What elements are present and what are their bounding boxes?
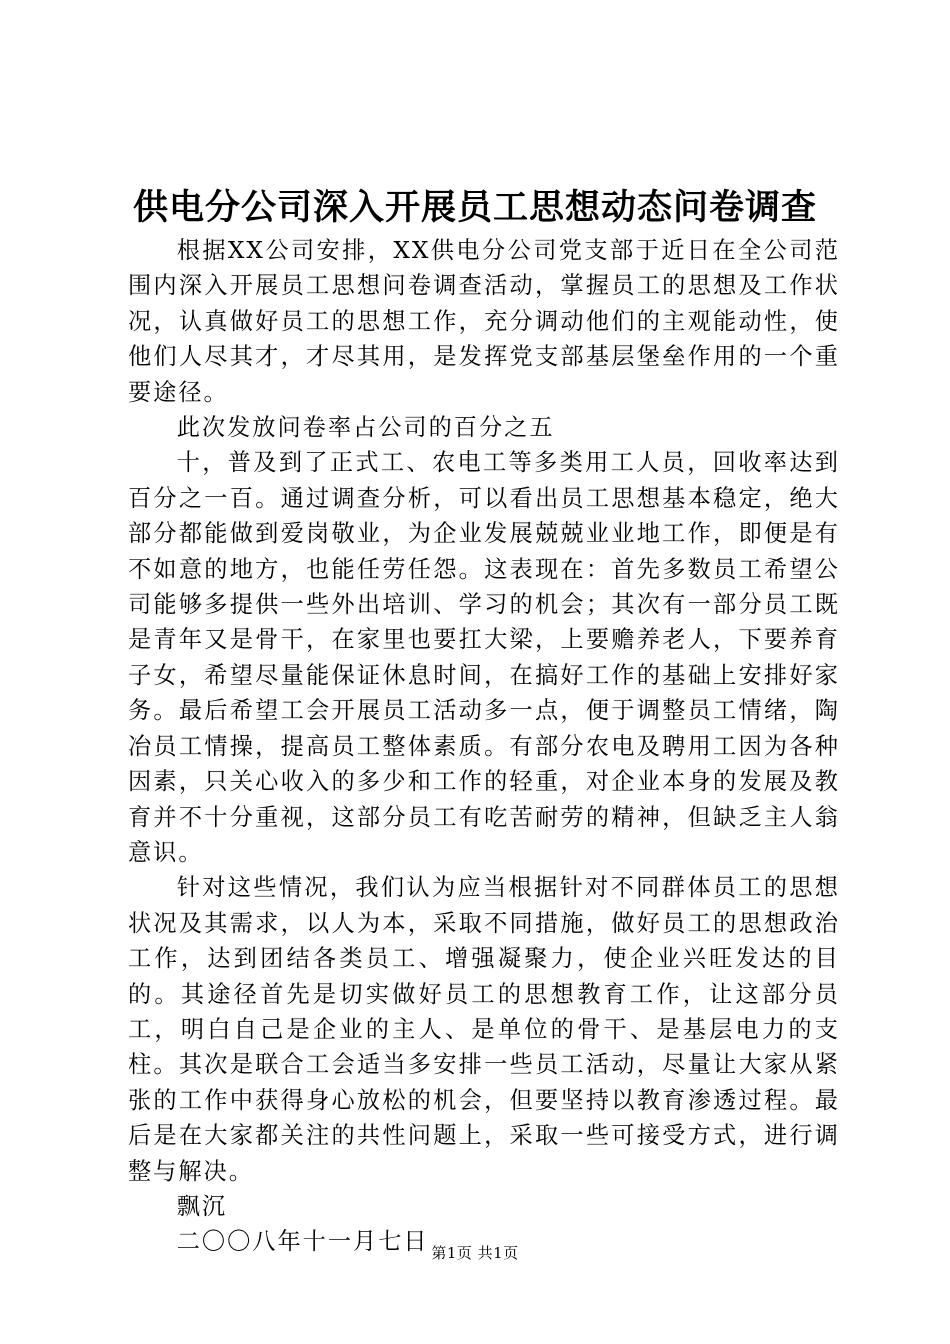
page-footer: 第1页 共1页	[431, 1244, 519, 1262]
paragraph-questionnaire-rate: 此次发放问卷率占公司的百分之五	[176, 414, 555, 442]
document-date: 二〇〇八年十一月七日	[176, 1228, 429, 1256]
paragraph-measures: 针对这些情况，我们认为应当根据针对不同群体员工的思想状况及其需求，以人为本，采取不同措施，做好员工的思想政治工作，达到团结各类员工、增强凝聚力，使企业兴旺发达的目的。其途径首先是切实做好员工的思想教育工作，让这部分员工，明白自己是企业的主人、是单位的骨干、是基层电力的支柱。其次是联合工会适当多安排一些员工活动，尽量让大家从紧张的工作中获得身心放松的机会，但要坚持以教育渗透过程。最后是在大家都关注的共性问题上，采取一些可接受方式，进行调整与解决。	[128, 874, 840, 1185]
document-title: 供电分公司深入开展员工思想动态问卷调查	[132, 187, 817, 228]
paragraph-intro: 根据XX公司安排，XX供电分公司党支部于近日在全公司范围内深入开展员工思想问卷调查活动，掌握员工的思想及工作状况，认真做好员工的思想工作，充分调动他们的主观能动性，使他们人尽其才，才尽其用，是发挥党支部基层堡垒作用的一个重要途径。	[128, 237, 840, 406]
document-body	[128, 233, 840, 1260]
author-signature: 飘沉	[176, 1192, 228, 1220]
paragraph-survey-findings: 十，普及到了正式工、农电工等多类用工人员，回收率达到百分之一百。通过调查分析，可以看出员工思想基本稳定，绝大部分都能做到爱岗敬业，为企业发展兢兢业业地工作，即便是有不如意的地方，也能任劳任怨。这表现在：首先多数员工希望公司能够多提供一些外出培训、学习的机会；其次有一部分员工既是青年又是骨干，在家里也要扛大梁，上要赡养老人，下要养育子女，希望尽量能保证休息时间，在搞好工作的基础上安排好家务。最后希望工会开展员工活动多一点，便于调整员工情绪，陶冶员工情操，提高员工整体素质。有部分农电及聘用工因为各种因素，只关心收入的多少和工作的轻重，对企业本身的发展及教育并不十分重视，这部分员工有吃苦耐劳的精神，但缺乏主人翁意识。	[128, 449, 840, 866]
